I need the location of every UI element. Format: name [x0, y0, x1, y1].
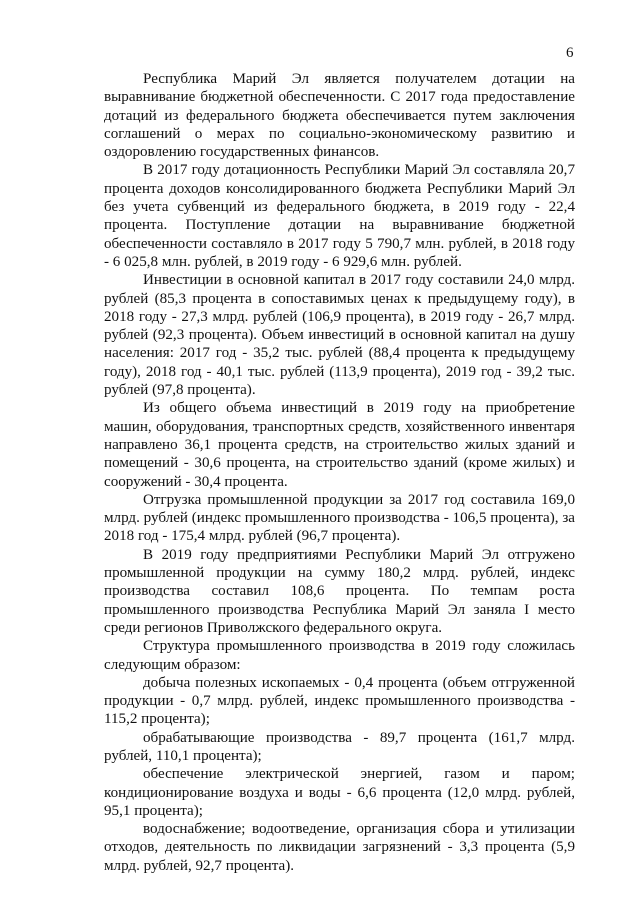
- paragraph-industrial-2019: В 2019 году предприятиями Республики Марий Эл отгружено промышленной продукции на сумму 180,2 млрд. рублей, индекс производства составил 108,6 процента. По темпам роста промышленного производства Республика Марий Эл заняла I место среди регионов Приволжского федерального округа.: [104, 546, 575, 636]
- document-body: [104, 70, 575, 875]
- paragraph-investments: Инвестиции в основной капитал в 2017 году составили 24,0 млрд. рублей (85,3 процента в сопоставимых ценах к предыдущему году), в 2018 году - 27,3 млрд. рублей (106,9 процента), в 2019 году - 26,7 млрд. рублей (92,3 процента). Объем инвестиций в основной капитал на душу населения: 2017 год - 35,2 тыс. рублей (88,4 процента к предыдущему году), 2018 год - 40,1 тыс. рублей (113,9 процента), 2019 год - 39,2 тыс. рублей (97,8 процента).: [104, 272, 575, 399]
- list-item-energy: обеспечение электрической энергией, газом и паром; кондиционирование воздуха и воды - 6,6 процента (12,0 млрд. рублей, 95,1 процента);: [104, 766, 575, 819]
- list-item-mining: добыча полезных ископаемых - 0,4 процента (объем отгруженной продукции - 0,7 млрд. рублей, индекс промышленного производства - 115,2 процента);: [104, 674, 575, 728]
- paragraph-structure-intro: Структура промышленного производства в 2019 году сложилась следующим образом:: [104, 638, 575, 673]
- list-item-manufacturing: обрабатывающие производства - 89,7 процента (161,7 млрд. рублей, 110,1 процента);: [104, 729, 575, 764]
- page-number: 6: [566, 45, 574, 61]
- paragraph-investment-structure: Из общего объема инвестиций в 2019 году на приобретение машин, оборудования, транспортных средств, хозяйственного инвентаря направлено 36,1 процента средств, на строительство жилых зданий и помещений - 30,6 процента, на строительство зданий (кроме жилых) и сооружений - 30,4 процента.: [104, 400, 575, 490]
- paragraph-subsidy-recipient: Республика Марий Эл является получателем дотации на выравнивание бюджетной обеспеченности. С 2017 года предоставление дотаций из федерального бюджета обеспечивается путем заключения соглашений о мерах по социально-экономическому развитию и оздоровлению государственных финансов.: [104, 71, 575, 161]
- paragraph-subsidy-dependence: В 2017 году дотационность Республики Марий Эл составляла 20,7 процента доходов консолидированного бюджета Республики Марий Эл без учета субвенций из федерального бюджета, в 2019 году - 22,4 процента. Поступление дотации на выравнивание бюджетной обеспеченности составляло в 2017 году 5 790,7 млн. рублей, в 2018 году - 6 025,8 млн. рублей, в 2019 году - 6 929,6 млн. рублей.: [104, 162, 575, 270]
- paragraph-industrial-shipment: Отгрузка промышленной продукции за 2017 год составила 169,0 млрд. рублей (индекс промышленного производства - 106,5 процента), за 2018 год - 175,4 млрд. рублей (96,7 процента).: [104, 491, 575, 545]
- list-item-water: водоснабжение; водоотведение, организация сбора и утилизации отходов, деятельность по ликвидации загрязнений - 3,3 процента (5,9 млрд. рублей, 92,7 процента).: [104, 821, 575, 874]
